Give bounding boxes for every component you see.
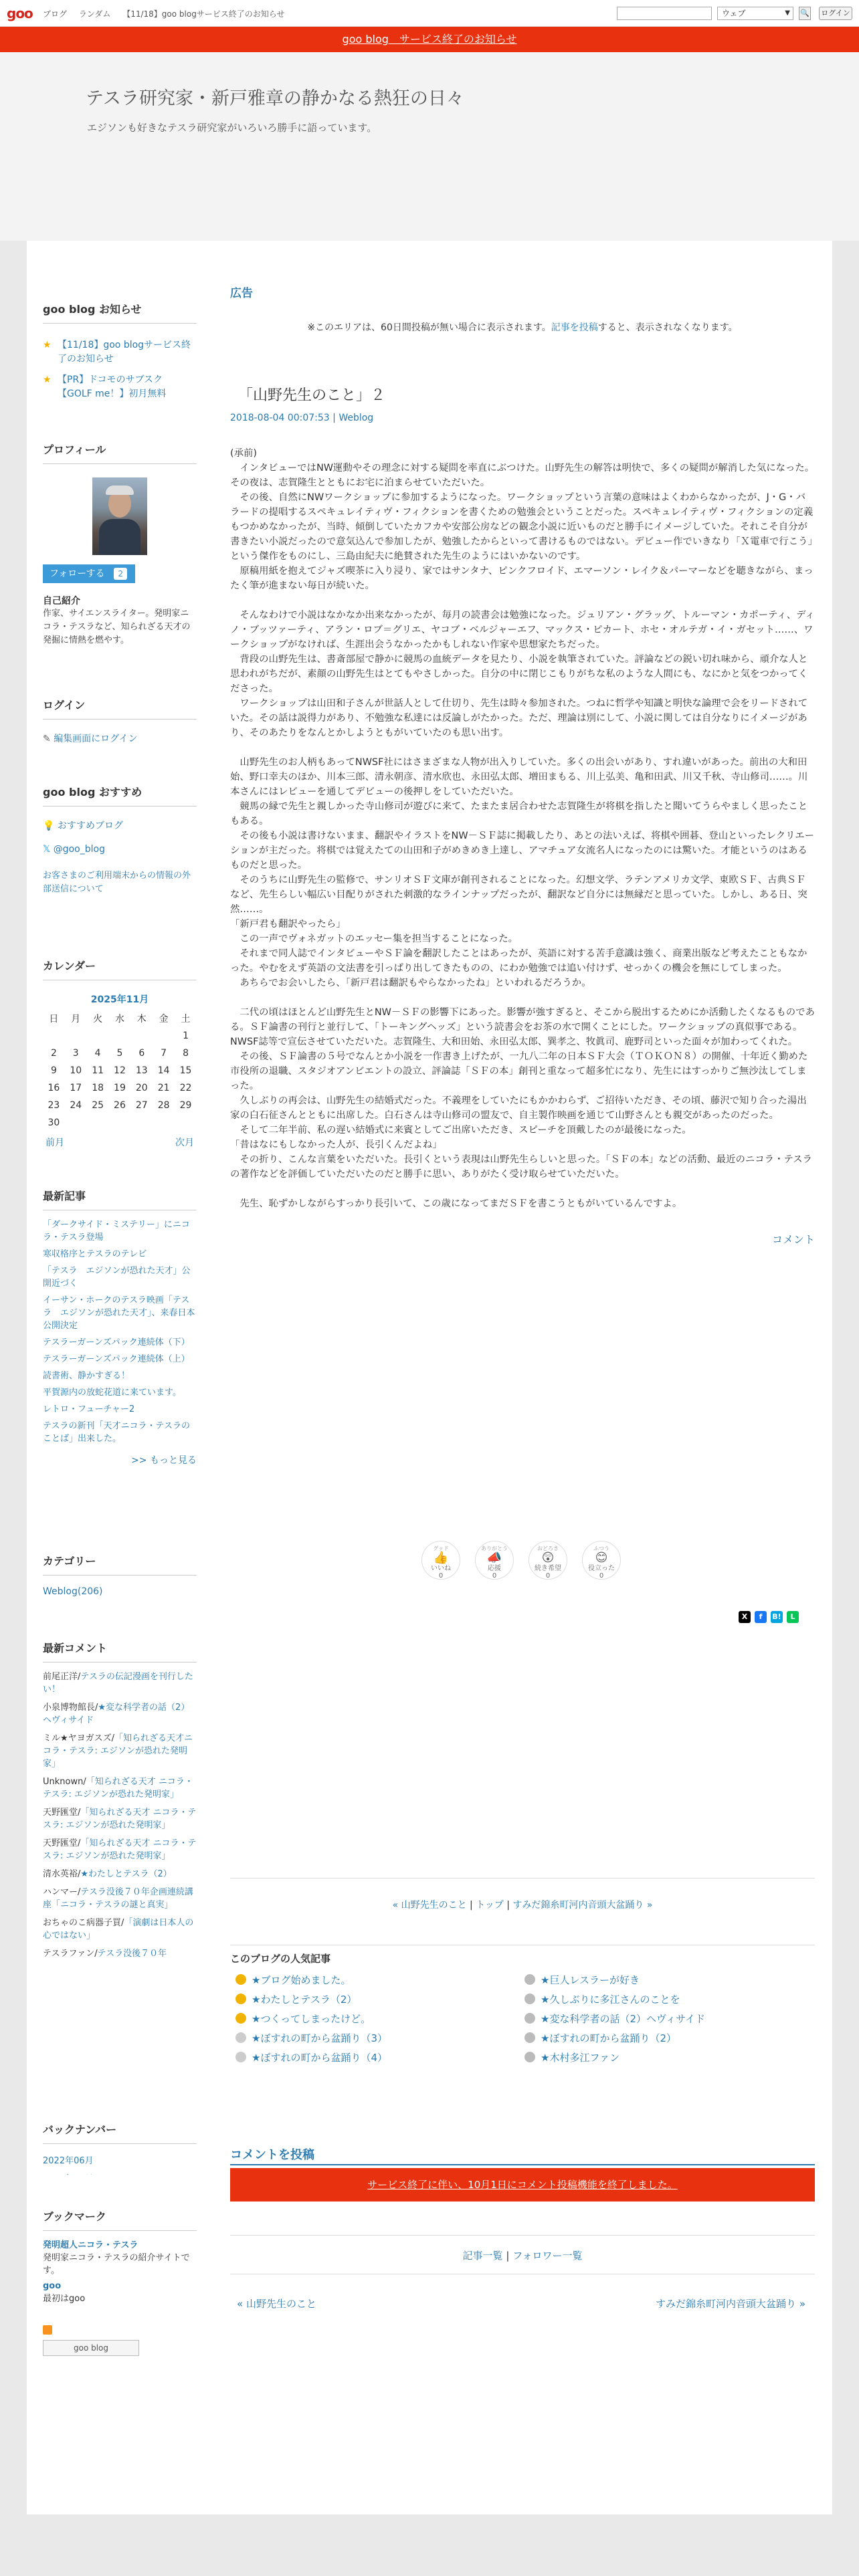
- comment-article-link[interactable]: 「知られざる天才 ニコラ・テスラ: エジソンが恐れた発明家」: [43, 1808, 197, 1830]
- profile-heading: プロフィール: [43, 441, 197, 464]
- notice-section: [43, 301, 197, 401]
- thumbnail-icon: [235, 2032, 246, 2043]
- calendar-day: [109, 1114, 131, 1132]
- thumbnail-icon: [524, 1994, 535, 2004]
- bulb-icon: 💡: [43, 821, 55, 831]
- comment-author: テスラファン: [43, 1949, 95, 1959]
- admin-login-link[interactable]: 編集画面にログイン: [54, 734, 138, 744]
- calendar-day[interactable]: 14: [157, 1065, 170, 1076]
- calendar-day[interactable]: 30: [47, 1117, 60, 1128]
- prev-article-link[interactable]: « 山野先生のこと: [392, 1900, 467, 1911]
- popular-post-title: ★巨人レスラーが好き: [541, 1974, 640, 1986]
- bookmark-section: [43, 2208, 197, 2356]
- article-paragraph: そのうちに山野先生の監修で、サンリオＳＦ文庫が創刊されることになった。幻想文学、ラテンアメリカ文学、東欧ＳＦ、古典ＳＦなど、先生らしい幅広い目配りがされた刺激的なラインナップだったが、翻訳など自分には無縁だと思っていた。しかし、ある日、突然……。: [230, 875, 807, 915]
- calendar-day[interactable]: 20: [135, 1083, 148, 1093]
- search-scope-select[interactable]: ウェブ ▼: [717, 7, 793, 20]
- calendar-day[interactable]: 19: [114, 1083, 126, 1093]
- nav-notice[interactable]: 【11/18】goo blogサービス終了のお知らせ: [122, 9, 285, 19]
- blog-title[interactable]: テスラ研究家・新戸雅章の静かなる熱狂の日々: [86, 88, 464, 109]
- external-send-link[interactable]: お客さまのご利用端末からの情報の外部送信について: [43, 871, 191, 894]
- calendar-day[interactable]: 21: [157, 1083, 170, 1093]
- article-paragraph: その後、自然にNWワークショップに参加するようになった。ワークショップという言葉の意味はよくわからなかったが、J・G・バラードの提唱するスペキュレイティヴ・フィクションを書くための勉強会ということだった。スペキュレイティヴ・フィクションの定義もつかめなかったが、当時、傾倒していたカフカや安部公房などの観念小説に近いものだと勝手にイメージしていた。それこそ自分が書きたい小説だったので意気込んで参加したが、勉強したからといって書けるものではない。デビュー作でいきなり「Ｘ電車で行こう」という傑作をものにし、三島由紀夫に絶賛された先生のようにはいかないのです。: [230, 492, 814, 562]
- article-paragraph: 原稿用紙を抱えてジャズ喫茶に入り浸り、家ではサンタナ、ピンクフロイド、エマーソン・レイク＆パーマーなどを聴きながら、まったく筆が進まない毎日が続いた。: [230, 566, 814, 591]
- calendar-day[interactable]: 9: [50, 1065, 57, 1076]
- notice-link[interactable]: 【11/18】goo blogサービス終了のお知らせ: [58, 340, 191, 364]
- top-nav: [43, 8, 294, 19]
- recent-posts-section: [43, 1188, 197, 1467]
- comment-item: [43, 1886, 197, 1911]
- popular-post[interactable]: [235, 2050, 387, 2064]
- popular-post-title: ★ぼすれの町から盆踊り（4）: [252, 2052, 387, 2064]
- comment-author: ミル★ヤヨガスズ: [43, 1733, 112, 1743]
- comment-author: 小泉博物館長: [43, 1703, 96, 1713]
- login-heading: ログイン: [43, 697, 197, 720]
- more-posts-link[interactable]: >> もっと見る: [131, 1455, 197, 1466]
- line-share-icon[interactable]: L: [787, 1611, 799, 1623]
- thumbnail-icon: [235, 2052, 246, 2062]
- next-article-link[interactable]: すみだ錦糸町河内音頭大盆踊り »: [512, 1900, 653, 1911]
- comment-author: ハンマー: [43, 1887, 78, 1897]
- bottom-next-link[interactable]: すみだ錦糸町河内音頭大盆踊り »: [656, 2298, 805, 2310]
- calendar-weekday: 土: [181, 1014, 191, 1025]
- calendar-weekday: 金: [159, 1014, 169, 1025]
- calendar-day[interactable]: 10: [70, 1065, 82, 1076]
- reaction-label: 応援: [488, 1565, 501, 1572]
- calendar-day[interactable]: 4: [94, 1048, 101, 1059]
- goo-logo[interactable]: goo: [7, 5, 33, 21]
- comment-author: 天野匯堂: [43, 1838, 78, 1848]
- recent-post-link[interactable]: テスラーガーンズパック連続体（下）: [43, 1337, 190, 1348]
- article-paragraph: 「新戸君も翻訳やったら」: [230, 919, 346, 930]
- popular-list: [230, 1973, 815, 2073]
- nav-random[interactable]: ランダム: [78, 9, 111, 19]
- article-paragraph: この一声でヴォネガットのエッセー集を担当することになった。: [230, 934, 518, 944]
- service-end-banner[interactable]: goo blog サービス終了のお知らせ: [0, 27, 859, 52]
- calendar-day[interactable]: 8: [183, 1048, 189, 1059]
- reaction-count: 0: [492, 1572, 497, 1580]
- reaction-label: いいね: [431, 1565, 451, 1572]
- article-body: [230, 446, 815, 1211]
- bookmark-desc: 発明家ニコラ・テスラの紹介サイトです。: [43, 2253, 190, 2276]
- blog-description: エジソンも好きなテスラ研究家がいろいろ勝手に語っています。: [87, 122, 377, 134]
- recent-post-link[interactable]: 寒収格序とテスラのテレビ: [43, 1249, 147, 1259]
- recent-post-link[interactable]: 「テスラ エジソンが恐れた天才」公開近づく: [43, 1266, 191, 1289]
- calendar-day: [153, 1114, 175, 1132]
- article-paragraph: [230, 740, 815, 755]
- comment-article-link[interactable]: ★変な科学者の話（2）ヘヴィサイド: [43, 1703, 190, 1725]
- calendar-day: [130, 1114, 153, 1132]
- calendar-day[interactable]: 1: [183, 1031, 189, 1041]
- bookmark-link[interactable]: goo: [43, 2281, 62, 2291]
- calendar-weekday: 火: [93, 1014, 103, 1025]
- calendar-weekday: 月: [71, 1014, 81, 1025]
- follow-button[interactable]: フォローする 2: [43, 564, 135, 583]
- comment-sep: /: [94, 1949, 98, 1959]
- comment-article-link[interactable]: テスラ没後７０年: [97, 1949, 167, 1959]
- intro-text: 作家、サイエンスライター。発明家ニコラ・テスラなど、知られざる天才の発掘に情熱を燃やす。: [43, 609, 191, 645]
- article-date: 2018-08-04 00:07:53: [230, 413, 330, 423]
- backnumber-link[interactable]: [43, 2174, 94, 2175]
- popular-post[interactable]: [524, 1992, 680, 2006]
- article-title[interactable]: 「山野先生のこと」２: [238, 387, 386, 404]
- calendar-table: [43, 1010, 197, 1132]
- comment-item: [43, 1947, 197, 1960]
- popular-post-title: ★つくってしまったけど。: [252, 2013, 371, 2025]
- reaction-label: 役立った: [588, 1565, 615, 1572]
- comment-author: Unknown: [43, 1777, 84, 1787]
- article-paragraph: 久しぶりの再会は、山野先生の結婚式だった。不義理をしていたにもかかわらず、ご招待いただき、その頃、藤沢で知り合った湯出家の白石征さんとともに出席した。白石さんは寺山修司の盟友で、自主製作映画を通じて山野さんとも親交があったのだった。: [230, 1095, 807, 1121]
- popular-post-title: ★木村多江ファン: [541, 2052, 620, 2064]
- calendar-day[interactable]: 26: [114, 1100, 126, 1111]
- popular-post-title: ★変な科学者の話（2）ヘヴィサイド: [541, 2013, 706, 2025]
- calendar-day: [130, 1027, 153, 1045]
- divider: [230, 1878, 815, 1879]
- calendar-day[interactable]: 15: [179, 1065, 192, 1076]
- facebook-share-icon[interactable]: f: [755, 1611, 767, 1623]
- backnumber-heading: バックナンバー: [43, 2121, 197, 2144]
- star-icon: ★: [43, 340, 52, 350]
- comment-sep: /: [83, 1777, 86, 1787]
- comment-closed-notice: サービス終了に伴い、10月1日にコメント投稿機能を終了しました。: [230, 2168, 815, 2202]
- thumbnail-icon: [235, 1974, 246, 1985]
- calendar-day: [65, 1027, 87, 1045]
- comment-sep: /: [111, 1733, 115, 1743]
- popular-post[interactable]: [235, 2031, 387, 2045]
- login-button[interactable]: ログイン: [819, 7, 852, 20]
- reaction-button[interactable]: グッド 👍 いいね 0: [421, 1541, 460, 1580]
- article-paragraph: それまで同人誌でインタビューやＳＦ論を翻訳したことはあったが、英語に対する苦手意識は強く、商業出版など考えたこともなかった。やむをえず英語の文法書を引っぱり出してきたものの、にわか勉強では追い付けず、せっかくの機会を無にしてしまった。: [230, 948, 807, 974]
- article-paragraph: 競馬の縁で先生と親しかった寺山修司が遊びに来て、たまたま居合わせた志賀隆生が将棋を指したと聞いてうらやましく思ったこともある。: [230, 801, 808, 827]
- popular-heading: このブログの人気記事: [230, 1953, 331, 1965]
- article-paragraph: 山野先生のお人柄もあってNWSF社にはさまざまな人物が出入りしていた。多くの出会いがあり、すれ違いがあった。前出の大和田始、野口幸夫のほか、川本三郎、清永朝彦、清水欣也、永田弘太郎、増田まもる、川上弘美、亀和田武、川又千秋、寺山修司……。川本さんにはレビューを通してデビューの後押しをしていただいた。: [230, 757, 808, 797]
- calendar-day: [109, 1027, 131, 1045]
- comment-article-link[interactable]: 「演劇は日本人の心ではない」: [43, 1918, 194, 1941]
- calendar-day: [43, 1027, 65, 1045]
- calendar-day[interactable]: 17: [70, 1083, 82, 1093]
- article-paragraph: (承前): [230, 448, 258, 459]
- comment-article-link[interactable]: ★わたしとテスラ（2）: [80, 1869, 172, 1879]
- category-link[interactable]: Weblog(206): [43, 1586, 103, 1597]
- reaction-count: 0: [545, 1572, 551, 1580]
- comment-item: [43, 1701, 197, 1727]
- goo-blog-badge[interactable]: goo blog: [43, 2340, 139, 2356]
- backnumber-link[interactable]: 2022年06月: [43, 2156, 94, 2166]
- divider: [230, 2164, 815, 2165]
- notice-link[interactable]: 【PR】ドコモのサブスク【GOLF me！】初月無料: [58, 374, 167, 399]
- comment-link[interactable]: コメント: [771, 1233, 815, 1246]
- thumbnail-icon: [524, 2032, 535, 2043]
- article-paragraph: 先生、恥ずかしながらすっかり長引いて、この歳になってまだＳＦを書こうともがいているんですよ。: [230, 1198, 682, 1209]
- reaction-label: 続き希望: [535, 1565, 561, 1572]
- follower-list-link[interactable]: フォロワー一覧: [512, 2250, 583, 2262]
- comment-post-heading: コメントを投稿: [230, 2148, 314, 2162]
- comment-item: [43, 1806, 197, 1832]
- calendar-day[interactable]: 22: [179, 1083, 192, 1093]
- recommend-heading: goo blog おすすめ: [43, 784, 197, 807]
- notice-heading: goo blog お知らせ: [43, 301, 197, 324]
- calendar-day[interactable]: 11: [92, 1065, 104, 1076]
- article-paragraph: あちらでお会いしたら、「新戸君は翻訳もやらなかったね」といわれるだろうか。: [230, 978, 591, 988]
- article-paragraph: その後、ＳＦ論書の５号でなんとか小説を一作書き上げたが、一九八二年の日本ＳＦ大会（ＴＯＫＯＮ８）の開催、十年近く勤めた市役所の退職、スタジオアンビエントの設立、評論誌「ＳＦの本」創刊と重なって超多忙になり、先生にはすっかりご無沙汰してしまった。: [230, 1051, 808, 1091]
- thumbnail-icon: [524, 2013, 535, 2024]
- calendar-day[interactable]: 24: [70, 1100, 82, 1111]
- calendar-day: [153, 1027, 175, 1045]
- recent-post-link[interactable]: レトロ・フューチャー2: [43, 1404, 135, 1414]
- calendar-day: [87, 1027, 109, 1045]
- comment-sep: /: [95, 1703, 98, 1713]
- nav-blog[interactable]: ブログ: [43, 9, 68, 19]
- article-paragraph: 「昔はなにもしなかった人が、長引くんだよね」: [230, 1140, 442, 1150]
- article-paragraph: その折り、こんな言葉をいただいた。長引くという表現は山野先生らしいと思った。「ＳＦの本」などの活動、最近のニコラ・テスラの著作などを評価していただいたのだと勝手に思い、ありがたく受け取らせていただいた。: [230, 1154, 813, 1180]
- popular-post[interactable]: [235, 2012, 371, 2026]
- recent-post-link[interactable]: テスラーガーンズパック連続体（上）: [43, 1354, 190, 1364]
- calendar-weekday: 木: [136, 1014, 147, 1025]
- comment-sep: /: [78, 1672, 81, 1682]
- thumbnail-icon: [235, 2013, 246, 2024]
- bookmark-heading: ブックマーク: [43, 2208, 197, 2231]
- calendar-day: [65, 1114, 87, 1132]
- comment-item: [43, 1868, 197, 1881]
- calendar-day[interactable]: 3: [72, 1048, 79, 1059]
- calendar-month: 2025年11月: [90, 994, 149, 1005]
- follow-count: 2: [114, 568, 127, 580]
- calendar-day[interactable]: 28: [157, 1100, 170, 1111]
- list-links: 記事一覧 | フォロワー一覧: [462, 2250, 583, 2262]
- recent-post-link[interactable]: テスラの新刊「天才ニコラ・テスラのことば」出来した。: [43, 1421, 190, 1444]
- reaction-emoji-icon: 😊: [595, 1551, 608, 1565]
- popular-post[interactable]: [235, 1992, 357, 2006]
- comment-sep: /: [78, 1869, 81, 1879]
- article-list-link[interactable]: 記事一覧: [462, 2250, 503, 2262]
- article-paragraph: インタビューではNW運動やその理念に対する疑問を率直にぶつけた。山野先生の解答は明快で、多くの疑問が解消した気になった。その夜は、志賀隆生とともにお宅に泊まらせていただいた。: [230, 463, 815, 488]
- popular-post-title: ★ぼすれの町から盆踊り（2）: [541, 2032, 676, 2044]
- comment-item: [43, 1671, 197, 1696]
- comment-sep: /: [78, 1808, 81, 1818]
- article-paragraph: そんなわけで小説はなかなか出来なかったが、毎月の読書会は勉強になった。ジュリアン・グラッグ、トルーマン・カポーティ、ディノ・ブッツァーティ、アラン・ロブ＝グリエ、ヤコブ・ベルジャーエフ、マックス・ピカート、ホセ・オルテガ・イ・ガセット……、ワークショップがなければ、生涯出会うなかったかもしれない作家や思想家たちだった。: [230, 610, 815, 650]
- backnumber-section: [43, 2121, 197, 2175]
- calendar-day[interactable]: 25: [92, 1100, 104, 1111]
- comment-author: 前尾正洋: [43, 1672, 78, 1682]
- login-section: [43, 697, 197, 745]
- article-paragraph: そして二年半前、私の遅い結婚式に来賓としてご出席いただき、スピーチを頂戴したのが最後になった。: [230, 1125, 692, 1136]
- thumbnail-icon: [524, 2052, 535, 2062]
- comment-sep: /: [78, 1887, 81, 1897]
- article: [230, 384, 815, 1247]
- x-share-icon[interactable]: X: [739, 1611, 751, 1623]
- calendar-weekday: 日: [49, 1014, 59, 1025]
- calendar-section: [43, 958, 197, 1149]
- article-paragraph: [230, 990, 815, 1005]
- category-section: [43, 1553, 197, 1597]
- reaction-button[interactable]: おどろき 😲 続き希望 0: [529, 1541, 567, 1580]
- calendar-day[interactable]: 13: [135, 1065, 148, 1076]
- search-input[interactable]: [617, 7, 712, 20]
- article-category[interactable]: Weblog: [339, 413, 374, 423]
- share-buttons: [735, 1609, 799, 1623]
- comment-item: [43, 1837, 197, 1862]
- reaction-emoji-icon: 😲: [541, 1551, 555, 1565]
- recent-post-link[interactable]: 「ダークサイド・ミステリー」にニコラ・テスラ登場: [43, 1220, 190, 1243]
- comment-article-link[interactable]: テスラの伝記漫画を刊行したい！: [43, 1672, 193, 1695]
- comment-article-link[interactable]: テスラ没後７０年企画連続講座「ニコラ・テスラの謎と真実」: [43, 1887, 193, 1910]
- comment-author: 天野匯堂: [43, 1808, 78, 1818]
- article-paragraph: [230, 1182, 815, 1196]
- popular-post-title: ★久しぶりに多江さんのことを: [541, 1994, 680, 2006]
- reaction-count: 0: [599, 1572, 604, 1580]
- popular-post[interactable]: [524, 1973, 640, 1987]
- popular-post[interactable]: [235, 1973, 351, 1987]
- reaction-emoji-icon: 📣: [486, 1551, 502, 1565]
- comment-article-link[interactable]: 「知られざる天才 ニコラ・テスラ: エジソンが恐れた発明家」: [43, 1777, 193, 1800]
- search-icon[interactable]: 🔍: [799, 7, 811, 20]
- star-icon: ★: [43, 374, 52, 385]
- article-pager: « 山野先生のこと | トップ | すみだ錦糸町河内音頭大盆踊り »: [392, 1900, 653, 1911]
- recommend-section: [43, 784, 197, 896]
- rss-icon[interactable]: [43, 2325, 52, 2335]
- calendar-next[interactable]: 次月: [175, 1138, 194, 1148]
- calendar-day[interactable]: 7: [161, 1048, 167, 1059]
- reaction-emoji-icon: 👍: [433, 1551, 449, 1565]
- x-icon: 𝕏: [43, 844, 51, 855]
- article-meta: 2018-08-04 00:07:53 | Weblog: [230, 413, 374, 423]
- popular-post[interactable]: [524, 2031, 676, 2045]
- ad-note: ※このエリアは、60日間投稿が無い場合に表示されます。記事を投稿すると、表示されなくなります。: [307, 322, 738, 333]
- calendar-day[interactable]: 23: [47, 1100, 60, 1111]
- comment-sep: /: [78, 1838, 81, 1848]
- pencil-icon: ✎: [43, 734, 51, 744]
- ad-section: [230, 284, 815, 334]
- article-paragraph: ワークショップは山田和子さんが世話人として仕切り、先生は時々参加された。つねに哲学や知識と明快な論理で会をリードされていた。その話は説得力があり、不勉強な私達には反論しがたかった。ただ、理論は別にして、小説に関しては自分なりにイメージがあり、そのあたりをなんとかしようともがいていたのも思い出す。: [230, 698, 808, 738]
- ad-heading: 広告: [230, 287, 253, 300]
- thumbnail-icon: [235, 1994, 246, 2004]
- reaction-buttons: [421, 1541, 636, 1580]
- calendar-day[interactable]: 27: [135, 1100, 148, 1111]
- recent-post-link[interactable]: 読書術、静かすぎる！: [43, 1371, 130, 1381]
- recent-post-link[interactable]: 平賀源内の放蛇花道に来ています。: [43, 1388, 181, 1398]
- reaction-count: 0: [438, 1572, 444, 1580]
- blog-header: [0, 52, 859, 241]
- article-paragraph: [230, 593, 815, 608]
- calendar-day[interactable]: 6: [138, 1048, 145, 1059]
- intro-heading: 自己紹介: [43, 596, 80, 607]
- popular-post[interactable]: [524, 2050, 619, 2064]
- comment-author: おちゃのこ病器子買: [43, 1918, 122, 1928]
- comment-sep: /: [121, 1918, 124, 1928]
- calendar-day[interactable]: 2: [50, 1048, 57, 1059]
- comment-item: [43, 1776, 197, 1801]
- category-heading: カテゴリー: [43, 1553, 197, 1576]
- bookmark-desc: 最初はgoo: [43, 2294, 86, 2304]
- post-article-link[interactable]: 記事を投稿: [551, 322, 598, 333]
- chevron-down-icon: ▼: [785, 9, 790, 17]
- divider: [230, 2235, 815, 2236]
- reaction-button[interactable]: ふつう 😊 役立った 0: [582, 1541, 621, 1580]
- calendar-day[interactable]: 29: [179, 1100, 192, 1111]
- calendar-weekday: 水: [114, 1014, 124, 1025]
- recommend-link[interactable]: おすすめブログ: [57, 821, 124, 831]
- page-footer: [0, 2514, 859, 2576]
- goo-blog-account-link[interactable]: @goo_blog: [53, 844, 105, 855]
- calendar-day[interactable]: 16: [47, 1083, 60, 1093]
- comment-article-link[interactable]: 「知られざる天才ニコラ・テスラ: エジソンが恐れた発明家」: [43, 1733, 193, 1769]
- calendar-day: [87, 1114, 109, 1132]
- avatar[interactable]: [92, 477, 147, 555]
- profile-section: [43, 441, 197, 647]
- thumbnail-icon: [524, 1974, 535, 1985]
- hatena-share-icon[interactable]: B!: [771, 1611, 783, 1623]
- comment-author: 清水英裕: [43, 1869, 78, 1879]
- reaction-button[interactable]: ありがとう 📣 応援 0: [475, 1541, 514, 1580]
- popular-post-title: ★わたしとテスラ（2）: [252, 1994, 357, 2006]
- calendar-day: [175, 1114, 197, 1132]
- recent-post-link[interactable]: イーサン・ホークのテスラ映画「テスラ エジソンが恐れた天才」、来春日本公開決定: [43, 1295, 195, 1331]
- article-paragraph: 背段の山野先生は、書斎部屋で静かに競馬の血統データを見たり、小説を執筆されていた。評論などの鋭い切れ味から、頑介な人と思われがちだが、素顔の山野先生はとてもやさしかった。自分の中に閉じこもりがちな私のような人間にも、なにかと気をつかってくださった。: [230, 654, 808, 694]
- comment-item: [43, 1917, 197, 1942]
- calendar-day[interactable]: 5: [116, 1048, 123, 1059]
- calendar-heading: カレンダー: [43, 958, 197, 980]
- article-paragraph: その後も小説は書けないまま、翻訳やイラストをNW－ＳＦ誌に掲載したり、あとの法いえば、将棋や囲碁、登山といったレクリエーションが主だった。将棋では覚えたての山田和子がめきめき上達し、アマチュア女流名人になったのには驚いた。才能というのはあるものだと思った。: [230, 831, 815, 871]
- calendar-prev[interactable]: 前月: [45, 1138, 64, 1148]
- calendar-day[interactable]: 12: [114, 1065, 126, 1076]
- comment-article-link[interactable]: 「知られざる天才 ニコラ・テスラ: エジソンが恐れた発明家」: [43, 1838, 197, 1861]
- comment-item: [43, 1732, 197, 1770]
- popular-post[interactable]: [524, 2012, 705, 2026]
- top-link[interactable]: トップ: [476, 1900, 504, 1911]
- bottom-prev-link[interactable]: « 山野先生のこと: [237, 2298, 316, 2310]
- recent-comments-section: [43, 1640, 197, 1965]
- bookmark-link[interactable]: 発明超人ニコラ・テスラ: [43, 2240, 138, 2250]
- recent-comments-heading: 最新コメント: [43, 1640, 197, 1662]
- calendar-day[interactable]: 18: [92, 1083, 104, 1093]
- popular-post-title: ★ブログ始めました。: [252, 1974, 351, 1986]
- article-paragraph: 二代の頃はほとんど山野先生とNW－ＳＦの影響下にあった。影響が強すぎると、そこから脱出するためにか活動したくなるものである。ＳＦ論書の刊行と並行して、「トーキングヘッズ」という読書会をお茶の水で開くことにした。ワークショップの真似事である。NWSF誌等で宣伝させていただいた。志賀隆生、大和田始、永田弘太郎、巽孝之、牧眞司、鹿野司といった面々が加わってくれた。: [230, 1007, 815, 1047]
- popular-post-title: ★ぼすれの町から盆踊り（3）: [252, 2032, 387, 2044]
- recent-posts-heading: 最新記事: [43, 1188, 197, 1210]
